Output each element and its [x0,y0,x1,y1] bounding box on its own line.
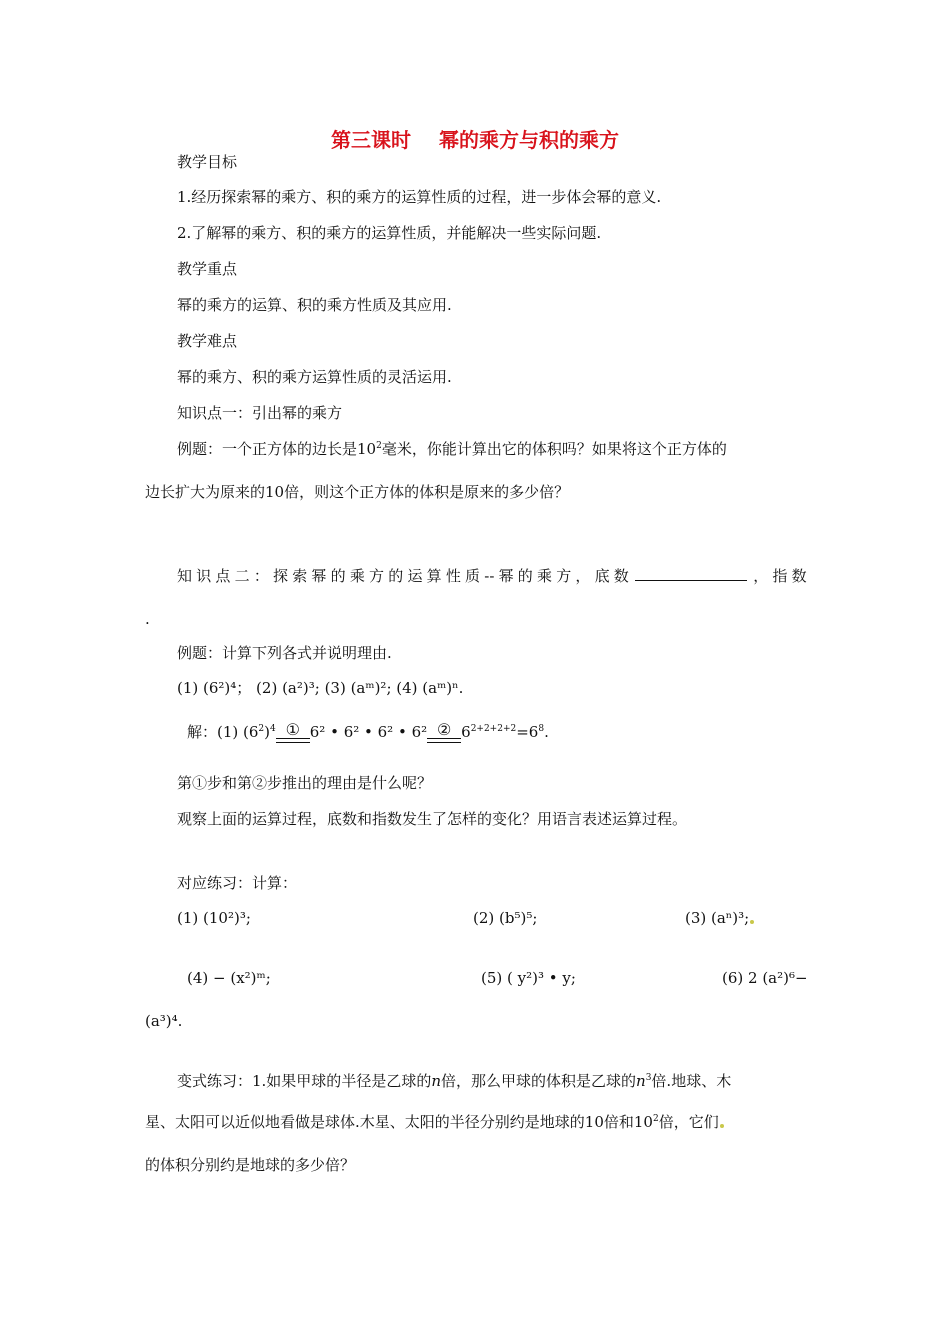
k2-tail1: 数 [791,567,807,585]
key-points-heading: 教学重点 [177,260,238,278]
practice-heading: 对应练习：计算： [177,874,298,892]
knowledge1-heading: 知识点一：引出幂的乘方 [177,404,343,422]
practice-item-3 [685,908,754,928]
solution-label: 解：(1) (6 [187,723,259,741]
variant-line-3: 的体积分别约是地球的多少倍？ [145,1156,356,1174]
step1-mark: ① [285,720,300,739]
practice-item-3-text: (3) (aⁿ)³; [685,909,750,927]
k2-w4: ： [253,567,269,585]
k2-w5: 探 [273,567,289,585]
goals-heading: 教学目标 [177,153,238,171]
goal-item-1: 1.经历探索幂的乘方、积的乘方的运算性质的过程，进一步体会幂的意义. [177,188,662,206]
page-title [0,124,950,153]
k2-solution: 解：(1) $(6^2)^4$ ① 6² • 6² • 6² • 6² ② $6^{2+2+2+2}=6^8$. [187,720,549,741]
k2-w6: 索 [292,567,308,585]
k2-comma: ， [753,567,769,585]
step1-equals [276,720,310,743]
title-part1: 第三课时 [331,128,411,152]
variant-2b: 倍，它们 [658,1113,719,1131]
k2-problems: (1) (6²)⁴； (2) (a²)³; (3) (aᵐ)²; (4) (aᵐ)ⁿ. [177,679,464,697]
k2-w1: 识 [196,567,212,585]
difficulties-heading: 教学难点 [177,332,238,350]
variant-1c: 倍.地球、木 [651,1072,732,1090]
practice-item-5: (5) ( y²)³ • y; [481,969,576,987]
k2-w2: 点 [215,567,231,585]
example-exponent: 2 [376,441,382,451]
practice-item-6: (6) 2 (a²)⁶− [722,969,808,987]
goal-item-2: 2.了解幂的乘方、积的乘方的运算性质，并能解决一些实际问题. [177,224,602,242]
solution-end: =6 [516,723,539,741]
variant-1b: 倍，那么甲球的体积是乙球的 [441,1072,637,1090]
key-points-text: 幂的乘方的运算、积的乘方性质及其应用. [177,296,452,314]
k2-w16: -- [484,567,495,585]
example-part-b: 毫米，你能计算出它的体积吗？如果将这个正方体的 [381,440,727,458]
k2-w7: 幂 [311,567,327,585]
base-blank [635,566,747,581]
k2-w9: 乘 [349,567,365,585]
variant-2a: 星、太阳可以近似地看做是球体.木星、太阳的半径分别约是地球的10倍和10 [145,1113,653,1131]
k2-tail0: 指 [772,567,788,585]
step2-mark: ② [436,720,452,739]
knowledge1-example-line2: 边长扩大为原来的10倍，则这个正方体的体积是原来的多少倍？ [145,483,570,501]
k2-example: 例题：计算下列各式并说明理由. [177,644,392,662]
step2-equals [427,720,461,743]
k2-w10: 方 [369,567,385,585]
k2-question1: 第①步和第②步推出的理由是什么呢？ [177,774,433,792]
k2-w23: 数 [613,567,629,585]
practice-item-4: (4) − (x²)ᵐ; [187,969,271,987]
practice-item-2: (2) (b⁵)⁵; [473,909,538,927]
title-part2: 幂的乘方与积的乘方 [439,128,619,152]
k2-w21: ， [575,567,591,585]
k2-w20: 方 [556,567,572,585]
practice-item-6-cont: (a³)⁴. [145,1012,183,1030]
k2-w17: 幂 [498,567,514,585]
variant-1a: 变式练习：1.如果甲球的半径是乙球的 [177,1072,432,1090]
example-part-a: 例题：一个正方体的边长是10 [177,440,377,458]
difficulties-text: 幂的乘方、积的乘方运算性质的灵活运用. [177,368,452,386]
k2-w14: 性 [445,567,461,585]
k2-period: . [145,610,150,628]
k2-w13: 算 [426,567,442,585]
k2-w19: 乘 [536,567,552,585]
k2-w8: 的 [330,567,346,585]
k2-w12: 运 [407,567,423,585]
variant-line-1: 变式练习：1.如果甲球的半径是乙球的n倍，那么甲球的体积是乙球的$n^3$倍.地球、木 [177,1072,732,1090]
k2-w0: 知 [177,567,193,585]
k2-w3: 二 [234,567,250,585]
practice-item-1: (1) (10²)³; [177,909,251,927]
k2-question2: 观察上面的运算过程，底数和指数发生了怎样的变化？用语言表述运算过程。 [177,810,688,828]
solution-mid: 6² • 6² • 6² • 6² [309,723,428,741]
k2-w11: 的 [388,567,404,585]
variant-line-2: 星、太阳可以近似地看做是球体.木星、太阳的半径分别约是地球的10倍和$10^2$倍，它们 [145,1112,724,1132]
k2-w22: 底 [594,567,610,585]
variant-n: n [431,1072,441,1090]
knowledge1-example [177,439,727,459]
k2-w18: 的 [517,567,533,585]
knowledge2-heading [177,566,807,586]
k2-w15: 质 [465,567,481,585]
